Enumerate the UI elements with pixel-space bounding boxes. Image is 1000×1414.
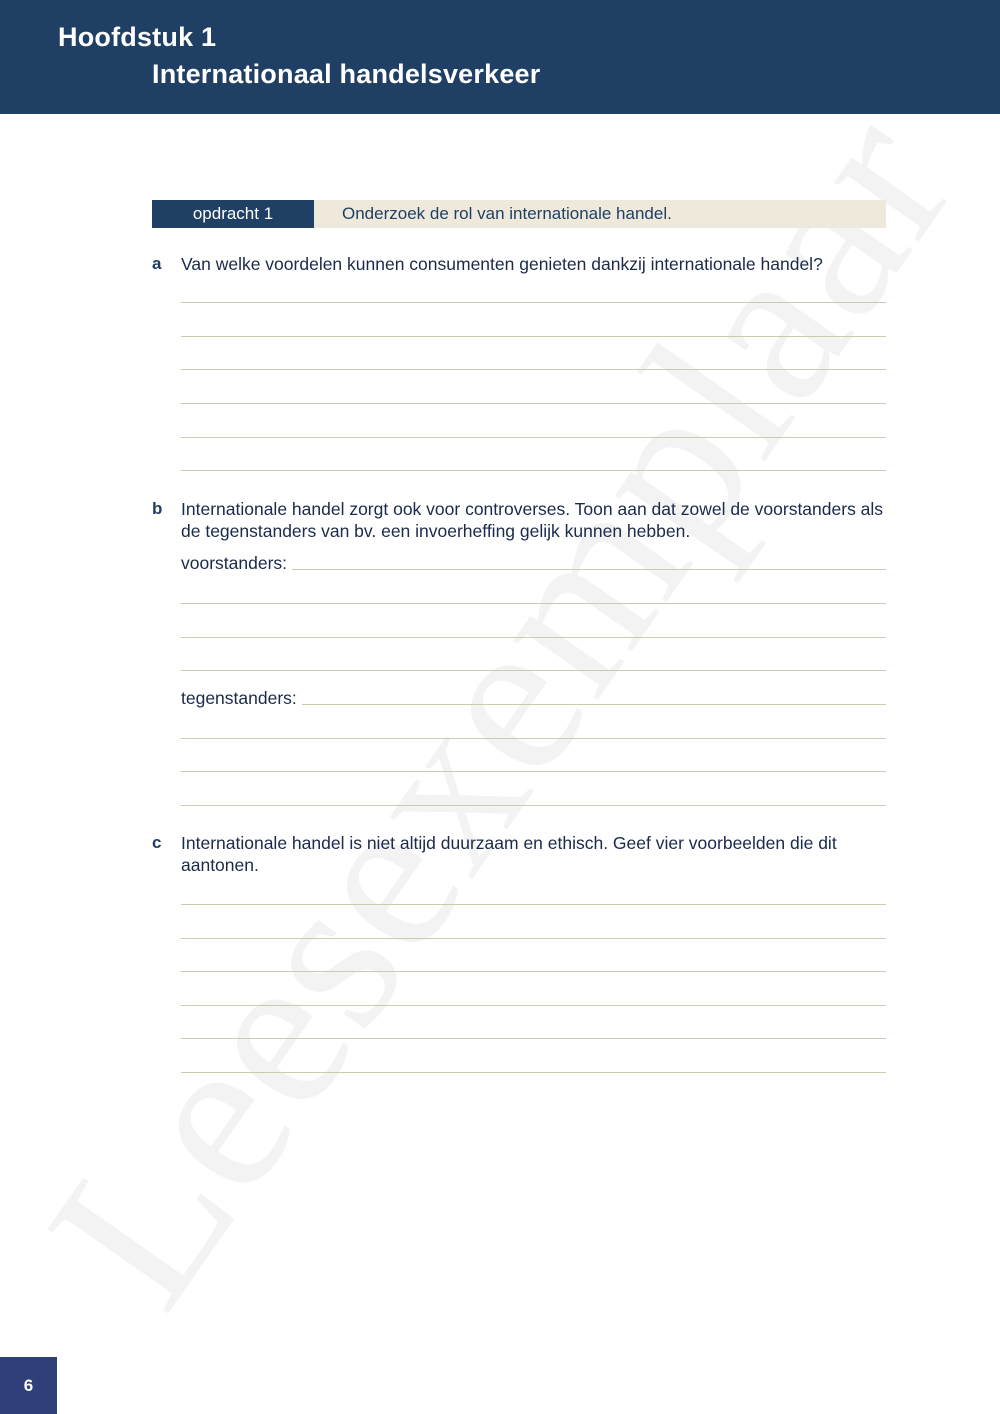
- answer-line[interactable]: [181, 904, 886, 905]
- proponents-label: voorstanders:: [181, 553, 292, 574]
- answer-line[interactable]: [181, 971, 886, 972]
- question-c-letter: c: [152, 833, 162, 852]
- chapter-label: Hoofdstuk 1: [58, 22, 217, 52]
- answer-line[interactable]: [181, 805, 886, 806]
- question-c-text: Internationale handel is niet altijd duurzaam en ethisch. Geef vier voorbeelden die dit aantonen.: [181, 833, 837, 875]
- opponents-label: tegenstanders:: [181, 688, 302, 709]
- answer-line[interactable]: [181, 738, 886, 739]
- answer-line[interactable]: [181, 771, 886, 772]
- answer-line[interactable]: [181, 336, 886, 337]
- task-label: opdracht 1: [152, 200, 314, 228]
- answer-line[interactable]: [181, 470, 886, 471]
- question-b-letter: b: [152, 499, 163, 518]
- answer-line[interactable]: [181, 1005, 886, 1006]
- chapter-title: Internationaal handelsverkeer: [152, 59, 541, 89]
- answer-line[interactable]: [181, 670, 886, 671]
- answer-line[interactable]: [181, 403, 886, 404]
- answer-line[interactable]: [181, 637, 886, 638]
- answer-line[interactable]: [181, 437, 886, 438]
- answer-line[interactable]: [181, 603, 886, 604]
- chapter-header: [0, 0, 1000, 114]
- task-bar: [152, 200, 886, 228]
- answer-line[interactable]: [181, 1072, 886, 1073]
- question-a-text: Van welke voordelen kunnen consumenten genieten dankzij internationale handel?: [181, 254, 823, 274]
- answer-line[interactable]: [181, 938, 886, 939]
- question-b-text: Internationale handel zorgt ook voor controverses. Toon aan dat zowel de voorstanders als de tegenstanders van bv. een invoerheffing gelijk kunnen hebben.: [181, 499, 884, 541]
- answer-line[interactable]: [181, 1038, 886, 1039]
- question-a-letter: a: [152, 254, 162, 273]
- answer-line[interactable]: [181, 369, 886, 370]
- page-number: 6: [0, 1357, 57, 1414]
- task-description: Onderzoek de rol van internationale handel.: [314, 200, 886, 228]
- answer-line[interactable]: [181, 302, 886, 303]
